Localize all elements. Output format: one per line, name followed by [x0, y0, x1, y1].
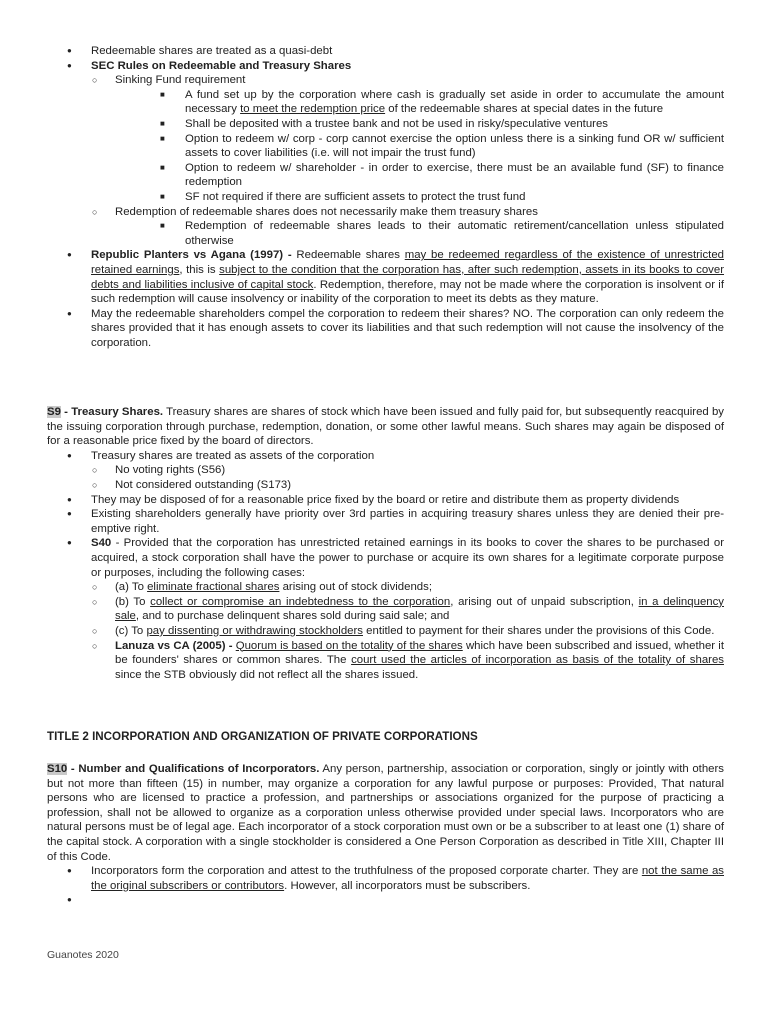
not-outstanding-item: ○ Not considered outstanding (S173)	[91, 478, 724, 493]
s40-case-b: ○ (b) To collect or compromise an indebtedness to the corporation, arising out of unpaid subscription, in a delinquency sale, and to purchase delinquent shares sold during said sale; and	[91, 595, 724, 624]
sf-item-option-shareholder: ■ Option to redeem w/ shareholder - in order to exercise, there must be an available fund (SF) to finance redemption	[115, 161, 724, 190]
incorporators-section	[47, 762, 724, 908]
s40-case-a: ○ (a) To eliminate fractional shares arising out of stock dividends;	[91, 580, 724, 595]
section-tag-s9: S9	[47, 406, 61, 418]
footer-text: Guanotes 2020	[47, 949, 119, 961]
bullet-republic-planters: ● Republic Planters vs Agana (1997) - Redeemable shares may be redeemed regardless of the existence of unrestricted retained earnings, this is subject to the condition that the corporation has, after such redemption, assets in its books to cover debts and liabilities inclusive of capital stock. Redemption, therefore, may not be made where the corporation is insolvent or if such redemption will cause insolvency or inability of the corporation to meet its debts as they mature.	[47, 248, 724, 306]
sf-item-option-corp: ■ Option to redeem w/ corp - corp cannot exercise the option unless there is a sinking fund OR w/ sufficient assets to cover liabilities (i.e. will not impair the trust fund)	[115, 132, 724, 161]
bullet-sec-rules: ● SEC Rules on Redeemable and Treasury Shares ○ Sinking Fund requirement ■ A fund set up by the corporation where cash is gradually set aside in order to accumulate the amount necessary to meet the redemption price of the redeemable shares at special dates in the future ■ Shall be deposited with a trustee bank and not be used in risky/speculative ventures ■ Option to redeem w/ corp - corp cannot exercise the option unless there is a sinking fund OR w/ sufficient assets to cover liabilities (i.e. will not impair the trust fund) ■ Option to redeem w/ shareholder - in order to exercise, there must be an available fund (SF) to finance redemption ■ SF not required if there are sufficient assets to protect the trust fund ○ Redemption of redeemable shares does not necessarily make them treasury shares ■ Redemption of redeemable shares leads to their automatic retirement/cancellation unless stipulated otherwise	[47, 59, 724, 249]
sinking-fund-item: ○ Sinking Fund requirement ■ A fund set up by the corporation where cash is gradually set aside in order to accumulate the amount necessary to meet the redemption price of the redeemable shares at special dates in the future ■ Shall be deposited with a trustee bank and not be used in risky/speculative ventures ■ Option to redeem w/ corp - corp cannot exercise the option unless there is a sinking fund OR w/ sufficient assets to cover liabilities (i.e. will not impair the trust fund) ■ Option to redeem w/ shareholder - in order to exercise, there must be an available fund (SF) to finance redemption ■ SF not required if there are sufficient assets to protect the trust fund	[91, 73, 724, 204]
bullet-priority: ● Existing shareholders generally have priority over 3rd parties in acquiring treasury shares unless they are denied their pre-emptive right.	[47, 507, 724, 536]
sf-item-not-required: ■ SF not required if there are sufficient assets to protect the trust fund	[115, 190, 724, 205]
title-2-heading: TITLE 2 INCORPORATION AND ORGANIZATION OF PRIVATE CORPORATIONS	[47, 730, 478, 743]
lanuza-case-item: ○ Lanuza vs CA (2005) - Quorum is based on the totality of the shares which have been subscribed and issued, whether it be founders' shares or common shares. The court used the articles of incorporation as basis of the totality of shares since the STB obviously did not reflect all the shares issued.	[91, 639, 724, 683]
redemption-item: ○ Redemption of redeemable shares does not necessarily make them treasury shares ■ Redemption of redeemable shares leads to their automatic retirement/cancellation unless stipulated otherwise	[91, 205, 724, 249]
sf-item-fund: ■ A fund set up by the corporation where cash is gradually set aside in order to accumulate the amount necessary to meet the redemption price of the redeemable shares at special dates in the future	[115, 88, 724, 117]
bullet-incorporators-form: ● Incorporators form the corporation and attest to the truthfulness of the proposed corporate charter. They are not the same as the original subscribers or contributors. However, all incorporators must be subscribers.	[47, 864, 724, 893]
bullet-disposed: ● They may be disposed of for a reasonable price fixed by the board or retire and distribute them as property dividends	[47, 493, 724, 508]
bullet-s40: ● S40 - Provided that the corporation has unrestricted retained earnings in its books to cover the shares to be purchased or acquired, a stock corporation shall have the power to purchase or acquire its own shares for a legitimate corporate purpose or purposes, including the following cases: ○ (a) To eliminate fractional shares arising out of stock dividends; ○ (b) To collect or compromise an indebtedness to the corporation, arising out of unpaid subscription, in a delinquency sale, and to purchase delinquent shares sold during said sale; and ○ (c) To pay dissenting or withdrawing stockholders entitled to payment for their shares under the provisions of this Code. ○ Lanuza vs CA (2005) - Quorum is based on the totality of the shares which have been subscribed and issued, whether it be founders' shares or common shares. The court used the articles of incorporation as basis of the totality of shares since the STB obviously did not reflect all the shares issued.	[47, 536, 724, 682]
no-voting-item: ○ No voting rights (S56)	[91, 463, 724, 478]
sf-item-deposit: ■ Shall be deposited with a trustee bank and not be used in risky/speculative ventures	[115, 117, 724, 132]
treasury-shares-section	[47, 405, 724, 682]
bullet-treasury-assets: ● Treasury shares are treated as assets of the corporation ○ No voting rights (S56) ○ Not considered outstanding (S173)	[47, 449, 724, 493]
bullet-compel-question: ● May the redeemable shareholders compel the corporation to redeem their shares? NO. The corporation can only redeem the shares provided that it has enough assets to cover its liabilities and that such redemption will not cause the insolvency of the corporation.	[47, 307, 724, 351]
s10-paragraph: S10 - Number and Qualifications of Incorporators. Any person, partnership, association or corporation, singly or jointly with others but not more than fifteen (15) in number, may organize a corporation for any lawful purpose or purposes: Provided, That natural persons who are licensed to practice a profession, and partnerships or associations organized for the purpose of practicing a profession, shall not be allowed to organize as a corporation unless otherwise provided under special laws. Incorporators who are natural persons must be of legal age. Each incorporator of a stock corporation must own or be a subscriber to at least one (1) share of the capital stock. A corporation with a single stockholder is considered a One Person Corporation as described in Title XIII, Chapter III of this Code.	[47, 763, 724, 863]
bullet-empty	[47, 893, 724, 908]
bullet-quasi-debt: ● Redeemable shares are treated as a quasi-debt	[47, 44, 724, 59]
redemption-sub-item: ■ Redemption of redeemable shares leads to their automatic retirement/cancellation unless stipulated otherwise	[115, 219, 724, 248]
section-tag-s10: S10	[47, 763, 68, 775]
redeemable-shares-section	[47, 44, 724, 350]
s40-case-c: ○ (c) To pay dissenting or withdrawing stockholders entitled to payment for their shares under the provisions of this Code.	[91, 624, 724, 639]
s9-paragraph: S9 - Treasury Shares. Treasury shares are shares of stock which have been issued and fully paid for, but subsequently reacquired by the issuing corporation through purchase, redemption, donation, or some other lawful means. Such shares may again be disposed of for a reasonable price fixed by the board of directors.	[47, 406, 724, 448]
